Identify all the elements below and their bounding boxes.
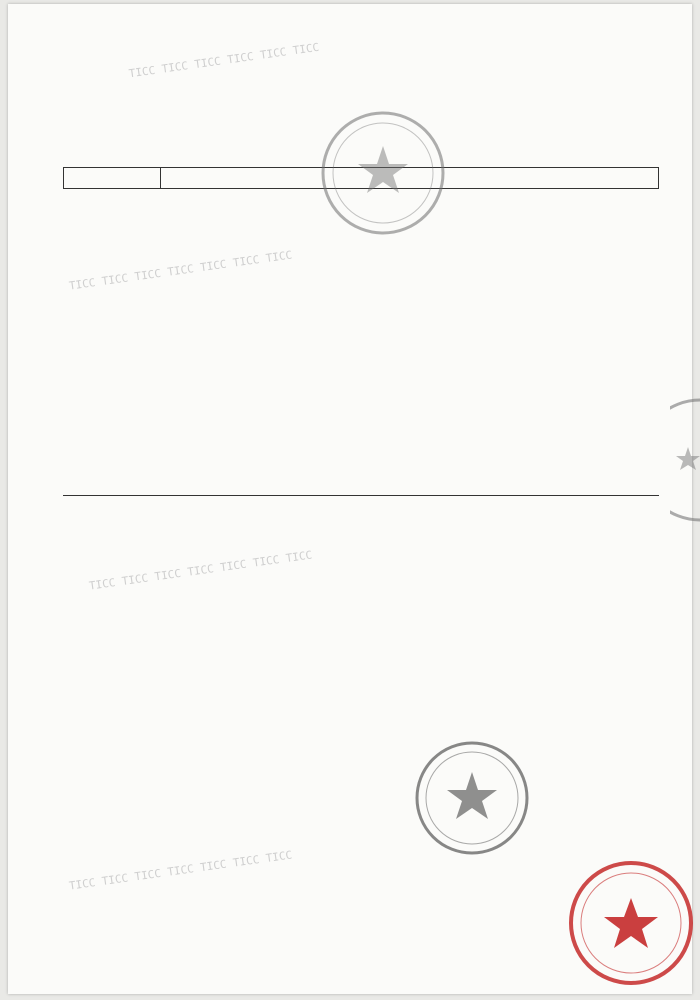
distributor-seal [412,738,532,858]
divider [63,495,659,496]
edge-seal-fragment [670,395,700,525]
basis-label [64,168,161,189]
report-sheet: TICC TICC TICC TICC TICC TICC TICC TICC TICC TICC TICC TICC TICC TICC TICC TICC TICC TICC TICC TICC TICC TICC TICC TICC TICC TICC TICC [8,4,692,994]
red-official-seal [566,858,696,988]
institute-seal [318,108,448,238]
